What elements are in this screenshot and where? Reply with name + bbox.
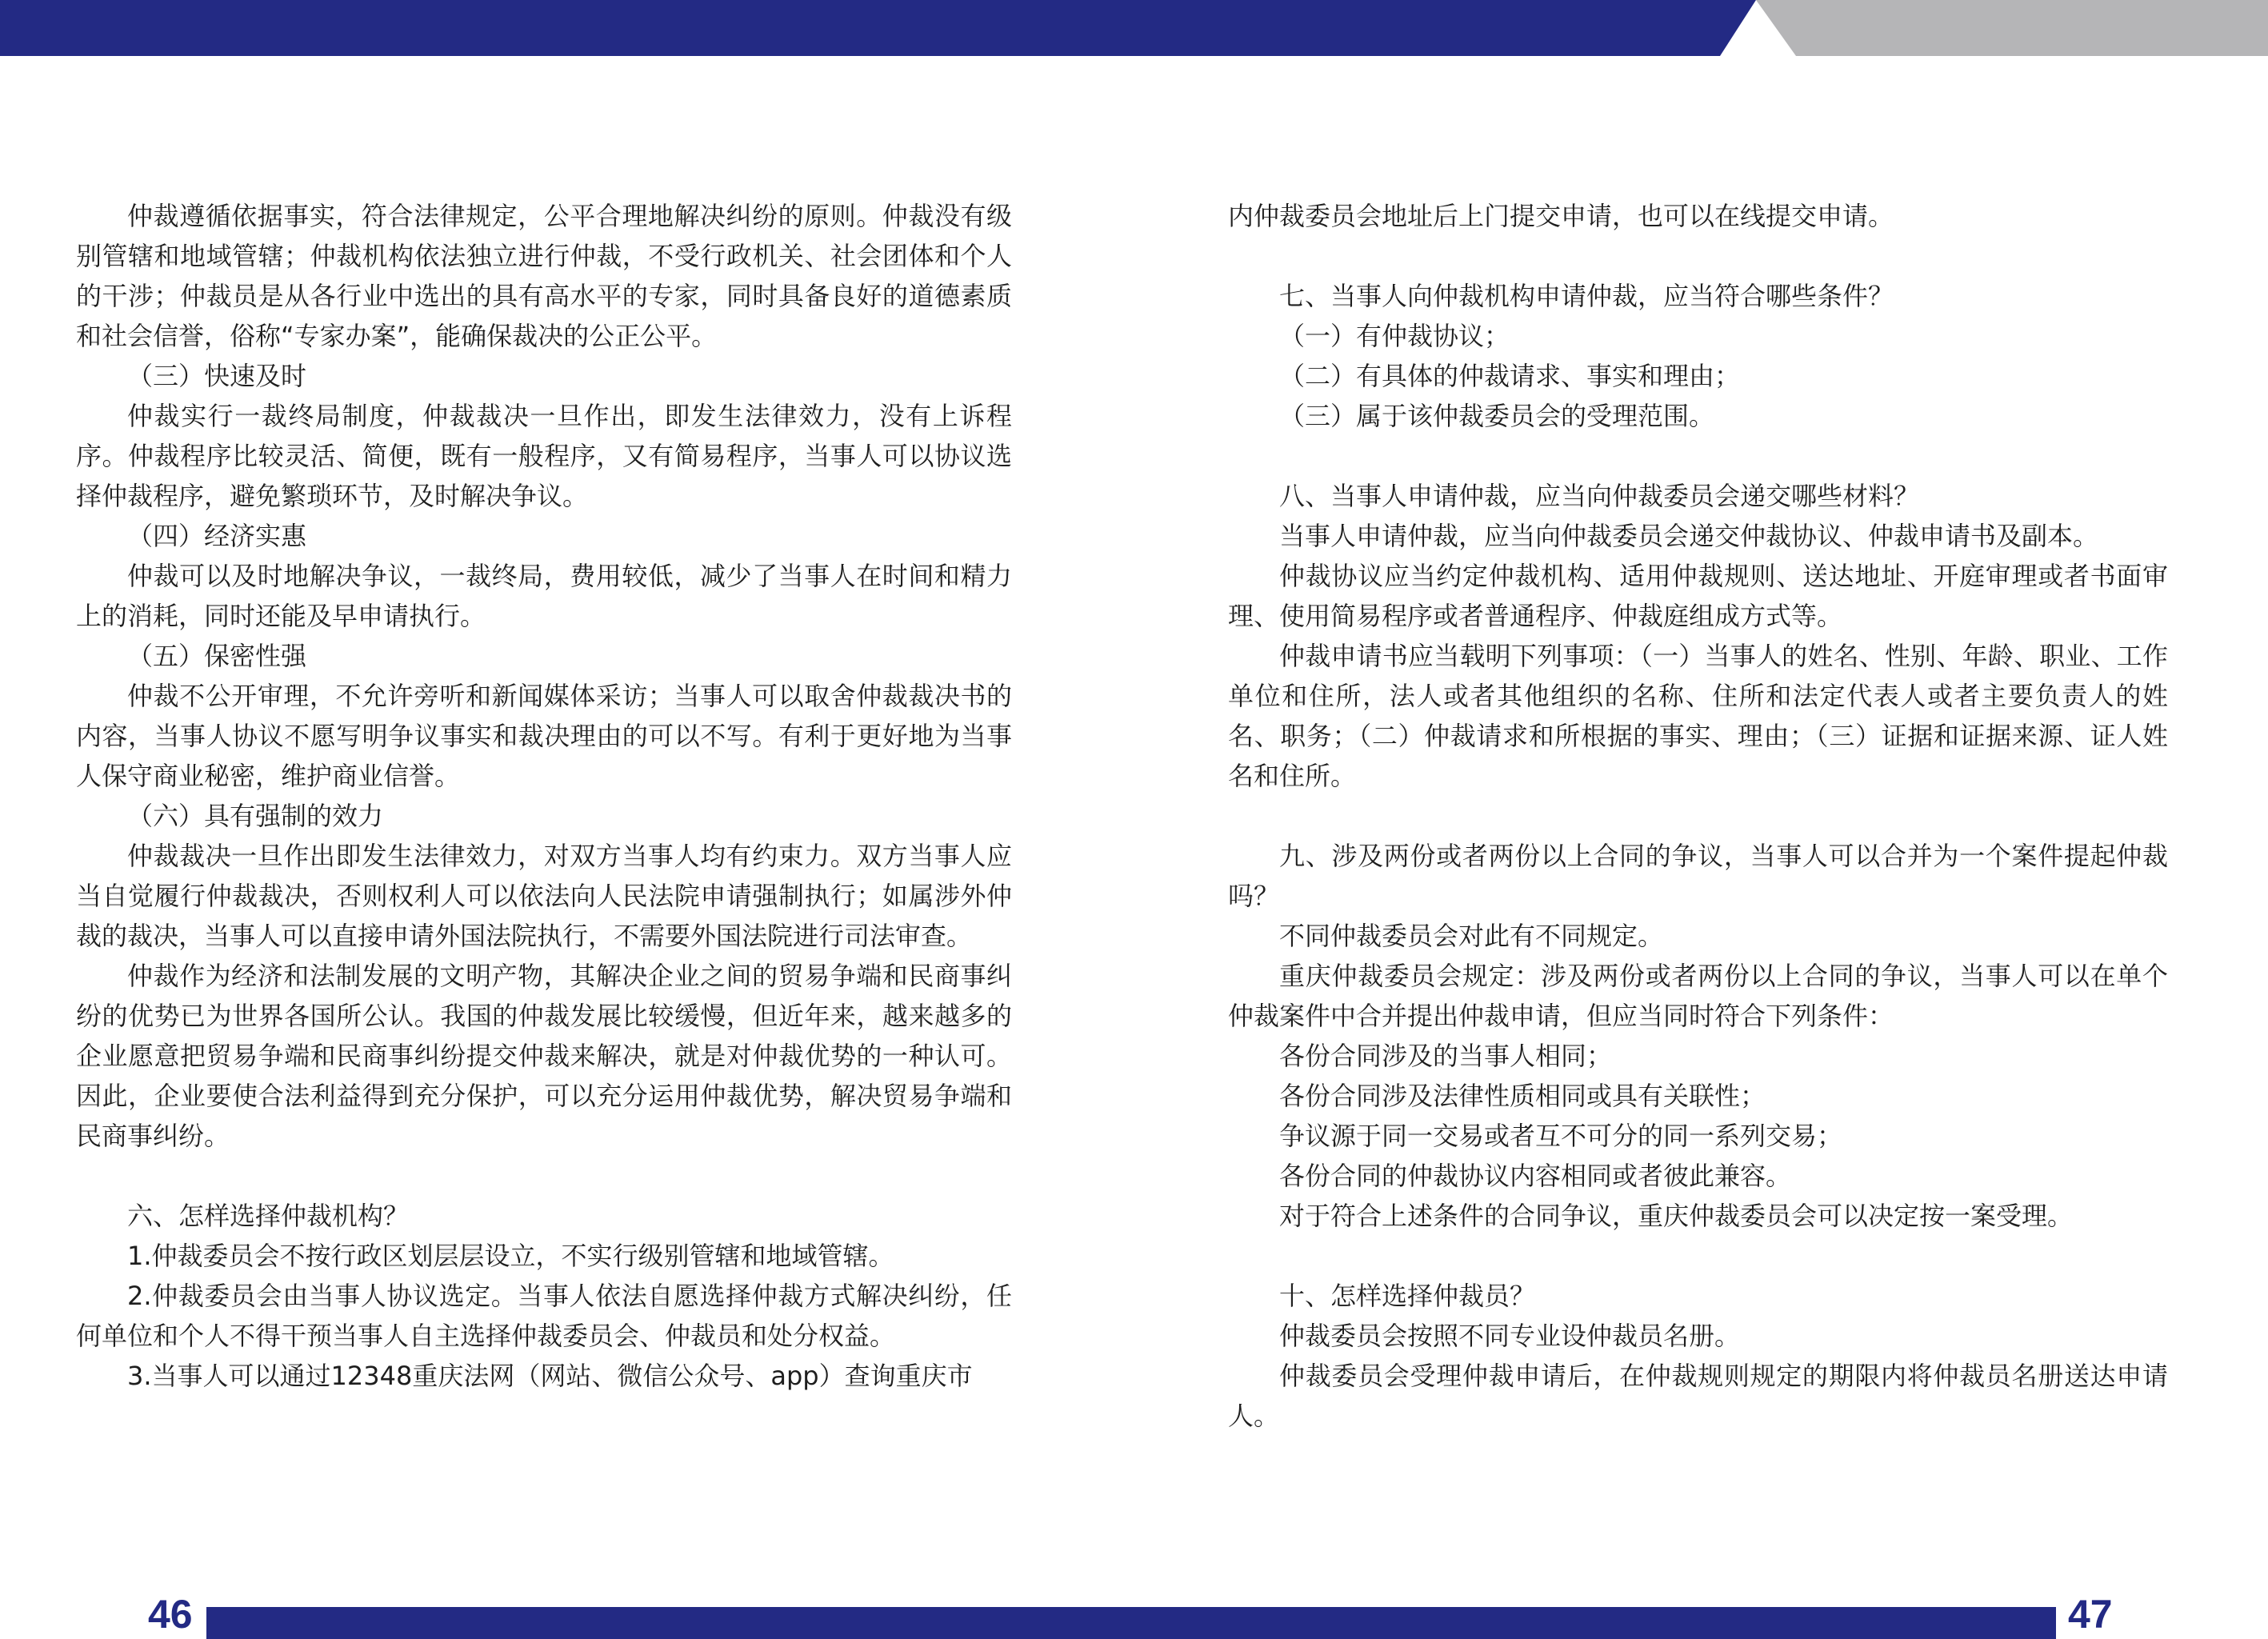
list-item: （三）属于该仲裁委员会的受理范围。 — [1279, 401, 1715, 431]
section-heading: （六）具有强制的效力 — [127, 801, 384, 831]
paragraph: 仲裁申请书应当载明下列事项：（一）当事人的姓名、性别、年龄、职业、工作单位和住所，法人或者其他组织的名称、住所和法定代表人或者主要负责人的姓名、职务；（二）仲裁请求和所根据的事实、理由；（三）证据和证据来源、证人姓名和住所。 — [1228, 641, 2168, 791]
paragraph: 对于符合上述条件的合同争议，重庆仲裁委员会可以决定按一案受理。 — [1279, 1201, 2074, 1231]
section-heading: （三）快速及时 — [127, 361, 307, 391]
paragraph: 仲裁遵循依据事实，符合法律规定，公平合理地解决纠纷的原则。仲裁没有级别管辖和地域管辖；仲裁机构依法独立进行仲裁，不受行政机关、社会团体和个人的干涉；仲裁员是从各行业中选出的具有高水平的专家，同时具备良好的道德素质和社会信誉，俗称“专家办案”，能确保裁决的公正公平。 — [76, 201, 1012, 351]
paragraph: 仲裁委员会按照不同专业设仲裁员名册。 — [1279, 1321, 1741, 1351]
list-item: 3.当事人可以通过12348重庆法网（网站、微信公众号、app）查询重庆市 — [127, 1361, 973, 1391]
spacer — [76, 1156, 1012, 1196]
footer-band — [206, 1607, 2056, 1639]
paragraph: 仲裁委员会受理仲裁申请后，在仲裁规则规定的期限内将仲裁员名册送达申请人。 — [1228, 1361, 2168, 1431]
paragraph: 仲裁协议应当约定仲裁机构、适用仲裁规则、送达地址、开庭审理或者书面审理、使用简易程序或者普通程序、仲裁庭组成方式等。 — [1228, 561, 2168, 631]
page-number-right: 47 — [2068, 1592, 2113, 1637]
paragraph: 不同仲裁委员会对此有不同规定。 — [1279, 921, 1664, 951]
paragraph: 仲裁可以及时地解决争议，一裁终局，费用较低，减少了当事人在时间和精力上的消耗，同时还能及早申请执行。 — [76, 561, 1012, 631]
spacer — [1228, 1236, 2168, 1276]
list-item: 各份合同的仲裁协议内容相同或者彼此兼容。 — [1279, 1161, 1792, 1191]
paragraph: 当事人申请仲裁，应当向仲裁委员会递交仲裁协议、仲裁申请书及副本。 — [1279, 521, 2099, 551]
list-item: 各份合同涉及的当事人相同； — [1279, 1041, 1613, 1071]
list-item: （一）有仲裁协议； — [1279, 321, 1510, 351]
paragraph: 重庆仲裁委员会规定：涉及两份或者两份以上合同的争议，当事人可以在单个仲裁案件中合并提出仲裁申请，但应当同时符合下列条件： — [1228, 961, 2168, 1031]
paragraph: 仲裁实行一裁终局制度，仲裁裁决一旦作出，即发生法律效力，没有上诉程序。仲裁程序比较灵活、简便，既有一般程序，又有简易程序，当事人可以协议选择仲裁程序，避免繁琐环节，及时解决争议。 — [76, 401, 1012, 511]
list-item: 各份合同涉及法律性质相同或具有关联性； — [1279, 1081, 1766, 1111]
question-heading: 十、怎样选择仲裁员？ — [1279, 1281, 1536, 1311]
paragraph: 仲裁作为经济和法制发展的文明产物，其解决企业之间的贸易争端和民商事纠纷的优势已为世界各国所公认。我国的仲裁发展比较缓慢，但近年来，越来越多的企业愿意把贸易争端和民商事纠纷提交仲裁来解决，就是对仲裁优势的一种认可。因此，企业要使合法利益得到充分保护，可以充分运用仲裁优势，解决贸易争端和民商事纠纷。 — [76, 961, 1012, 1151]
list-item: （二）有具体的仲裁请求、事实和理由； — [1279, 361, 1741, 391]
left-page-column — [76, 196, 1012, 1396]
spacer — [1228, 236, 2168, 276]
question-heading: 六、怎样选择仲裁机构？ — [127, 1201, 410, 1231]
section-heading: （四）经济实惠 — [127, 521, 307, 551]
list-item: 2.仲裁委员会由当事人协议选定。当事人依法自愿选择仲裁方式解决纠纷，任何单位和个人不得干预当事人自主选择仲裁委员会、仲裁员和处分权益。 — [76, 1281, 1012, 1351]
paragraph: 仲裁裁决一旦作出即发生法律效力，对双方当事人均有约束力。双方当事人应当自觉履行仲裁裁决，否则权利人可以依法向人民法院申请强制执行；如属涉外仲裁的裁决，当事人可以直接申请外国法院执行，不需要外国法院进行司法审查。 — [76, 841, 1012, 951]
list-item: 1.仲裁委员会不按行政区划层层设立，不实行级别管辖和地域管辖。 — [127, 1241, 894, 1271]
paragraph-continued: 内仲裁委员会地址后上门提交申请，也可以在线提交申请。 — [1228, 201, 1894, 231]
section-heading: （五）保密性强 — [127, 641, 307, 671]
spacer — [1228, 436, 2168, 476]
paragraph: 仲裁不公开审理，不允许旁听和新闻媒体采访；当事人可以取舍仲裁裁决书的内容，当事人协议不愿写明争议事实和裁决理由的可以不写。有利于更好地为当事人保守商业秘密，维护商业信誉。 — [76, 681, 1012, 791]
question-heading: 九、涉及两份或者两份以上合同的争议，当事人可以合并为一个案件提起仲裁吗？ — [1228, 841, 2168, 911]
list-item: 争议源于同一交易或者互不可分的同一系列交易； — [1279, 1121, 1843, 1151]
right-page-column — [1228, 196, 2168, 1436]
spacer — [1228, 796, 2168, 836]
page-number-left: 46 — [148, 1592, 193, 1637]
question-heading: 七、当事人向仲裁机构申请仲裁，应当符合哪些条件？ — [1279, 281, 1894, 311]
question-heading: 八、当事人申请仲裁，应当向仲裁委员会递交哪些材料？ — [1279, 481, 1920, 511]
